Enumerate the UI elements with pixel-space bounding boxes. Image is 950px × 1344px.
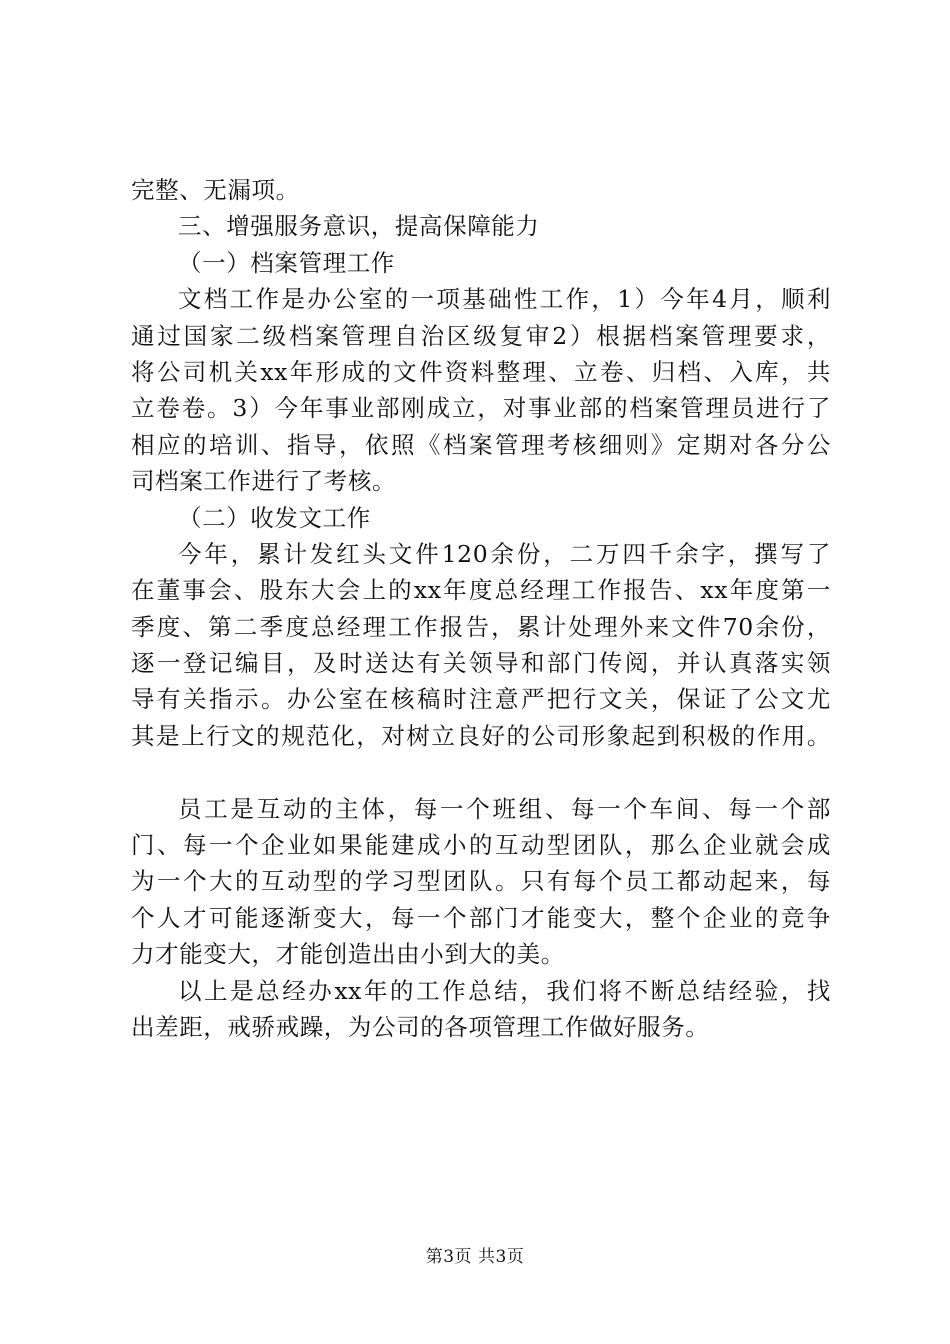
document-body bbox=[131, 172, 831, 1045]
page-number-footer: 第3页 共3页 bbox=[425, 1247, 525, 1267]
text-line: 出差距，戒骄戒躁，为公司的各项管理工作做好服务。 bbox=[131, 1012, 710, 1041]
text-line: 文档工作是办公室的一项基础性工作，1）今年4月，顺利 bbox=[178, 285, 831, 314]
text-line: 司档案工作进行了考核。 bbox=[131, 467, 397, 496]
text-line: 为一个大的互动型的学习型团队。只有每个员工都动起来，每 bbox=[131, 867, 831, 896]
text-line: 门、每一个企业如果能建成小的互动型团队，那么企业就会成 bbox=[131, 831, 831, 860]
text-line: 逐一登记编目，及时送达有关领导和部门传阅，并认真落实领 bbox=[131, 649, 831, 678]
paragraph-gap bbox=[131, 754, 831, 790]
text-line: 在董事会、股东大会上的xx年度总经理工作报告、xx年度第一 bbox=[131, 576, 831, 605]
section-heading: 三、增强服务意识，提高保障能力 bbox=[178, 212, 540, 241]
text-line: 将公司机关xx年形成的文件资料整理、立卷、归档、入库，共 bbox=[131, 357, 831, 386]
subsection-heading: （二）收发文工作 bbox=[178, 503, 371, 532]
text-line: 今年，累计发红头文件120余份，二万四千余字，撰写了 bbox=[178, 539, 831, 568]
text-line: 立卷卷。3）今年事业部刚成立，对事业部的档案管理员进行了 bbox=[131, 394, 831, 423]
text-line: 通过国家二级档案管理自治区级复审2）根据档案管理要求， bbox=[131, 321, 831, 350]
text-line: 以上是总经办xx年的工作总结，我们将不断总结经验，找 bbox=[178, 976, 831, 1005]
text-line: 相应的培训、指导，依照《档案管理考核细则》定期对各分公 bbox=[131, 430, 831, 459]
text-line: 员工是互动的主体，每一个班组、每一个车间、每一个部 bbox=[178, 794, 831, 823]
text-line: 个人才可能逐渐变大，每一个部门才能变大，整个企业的竞争 bbox=[131, 903, 831, 932]
text-line: 季度、第二季度总经理工作报告，累计处理外来文件70余份， bbox=[131, 612, 831, 641]
text-line: 导有关指示。办公室在核稿时注意严把行文关，保证了公文尤 bbox=[131, 685, 831, 714]
text-line: 其是上行文的规范化，对树立良好的公司形象起到积极的作用。 bbox=[131, 721, 831, 750]
text-line: 完整、无漏项。 bbox=[131, 176, 300, 204]
subsection-heading: （一）档案管理工作 bbox=[178, 248, 395, 277]
text-line: 力才能变大，才能创造出由小到大的美。 bbox=[131, 940, 565, 969]
